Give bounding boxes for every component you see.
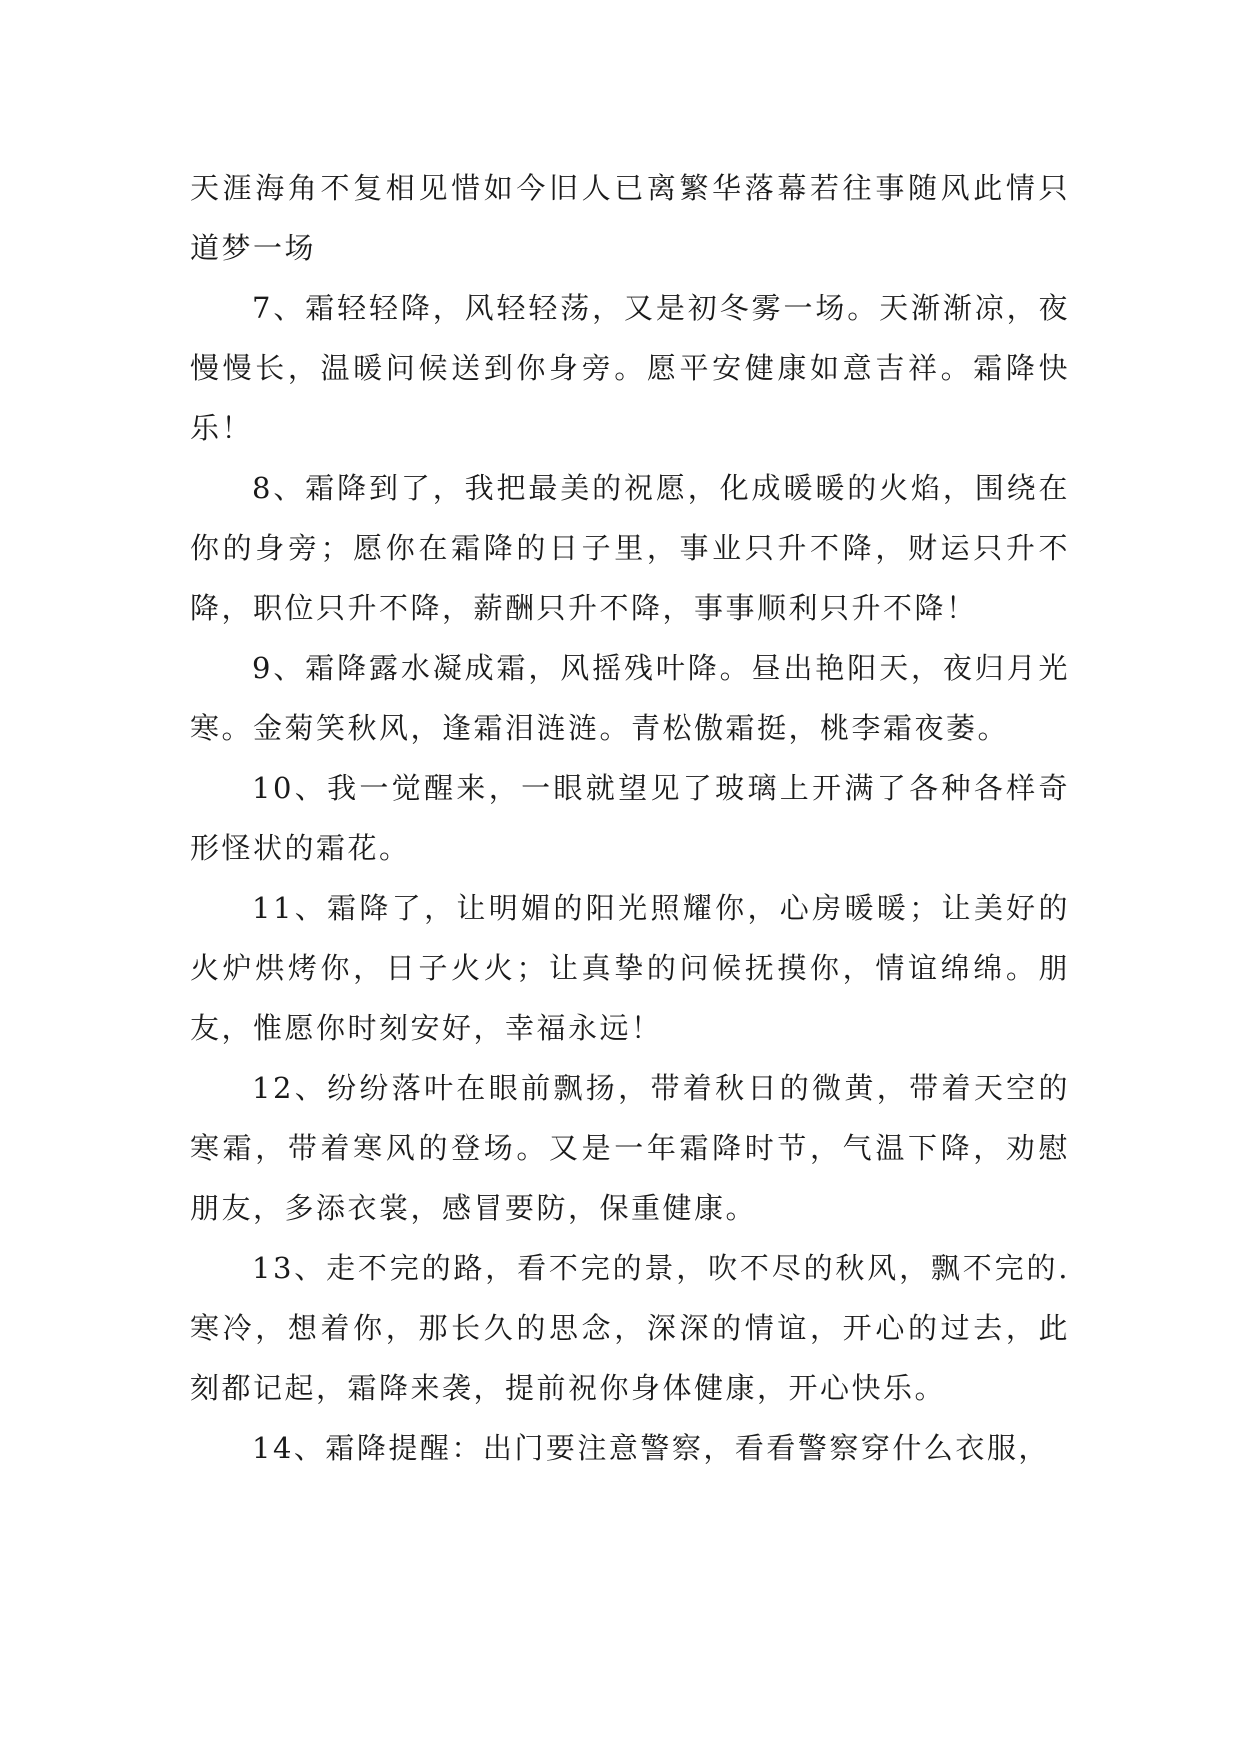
paragraph-8: 8、霜降到了，我把最美的祝愿，化成暖暖的火焰，围绕在你的身旁；愿你在霜降的日子里，事业只升不降，财运只升不降，职位只升不降，薪酬只升不降，事事顺利只升不降！ (190, 471, 1070, 625)
paragraph-0: 天涯海角不复相见惜如今旧人已离繁华落幕若往事随风此情只道梦一场 (190, 171, 1070, 265)
paragraph-7: 7、霜轻轻降，风轻轻荡，又是初冬雾一场。天渐渐凉，夜慢慢长，温暖问候送到你身旁。愿平安健康如意吉祥。霜降快乐！ (190, 291, 1070, 445)
paragraph-14: 14、霜降提醒：出门要注意警察，看看警察穿什么衣服， (252, 1431, 1050, 1465)
paragraph-10: 10、我一觉醒来，一眼就望见了玻璃上开满了各种各样奇形怪状的霜花。 (190, 771, 1070, 865)
paragraph-13: 13、走不完的路，看不完的景，吹不尽的秋风，飘不完的.寒冷，想着你，那长久的思念，深深的情谊，开心的过去，此刻都记起，霜降来袭，提前祝你身体健康，开心快乐。 (190, 1251, 1070, 1405)
paragraph-11: 11、霜降了，让明媚的阳光照耀你，心房暖暖；让美好的火炉烘烤你，日子火火；让真挚的问候抚摸你，情谊绵绵。朋友，惟愿你时刻安好，幸福永远！ (190, 891, 1070, 1045)
paragraph-12: 12、纷纷落叶在眼前飘扬，带着秋日的微黄，带着天空的寒霜，带着寒风的登场。又是一年霜降时节，气温下降，劝慰朋友，多添衣裳，感冒要防，保重健康。 (190, 1071, 1070, 1225)
paragraph-9: 9、霜降露水凝成霜，风摇残叶降。昼出艳阳天，夜归月光寒。金菊笑秋风，逢霜泪涟涟。青松傲霜挺，桃李霜夜萎。 (190, 651, 1070, 745)
document-body (190, 158, 1070, 1478)
